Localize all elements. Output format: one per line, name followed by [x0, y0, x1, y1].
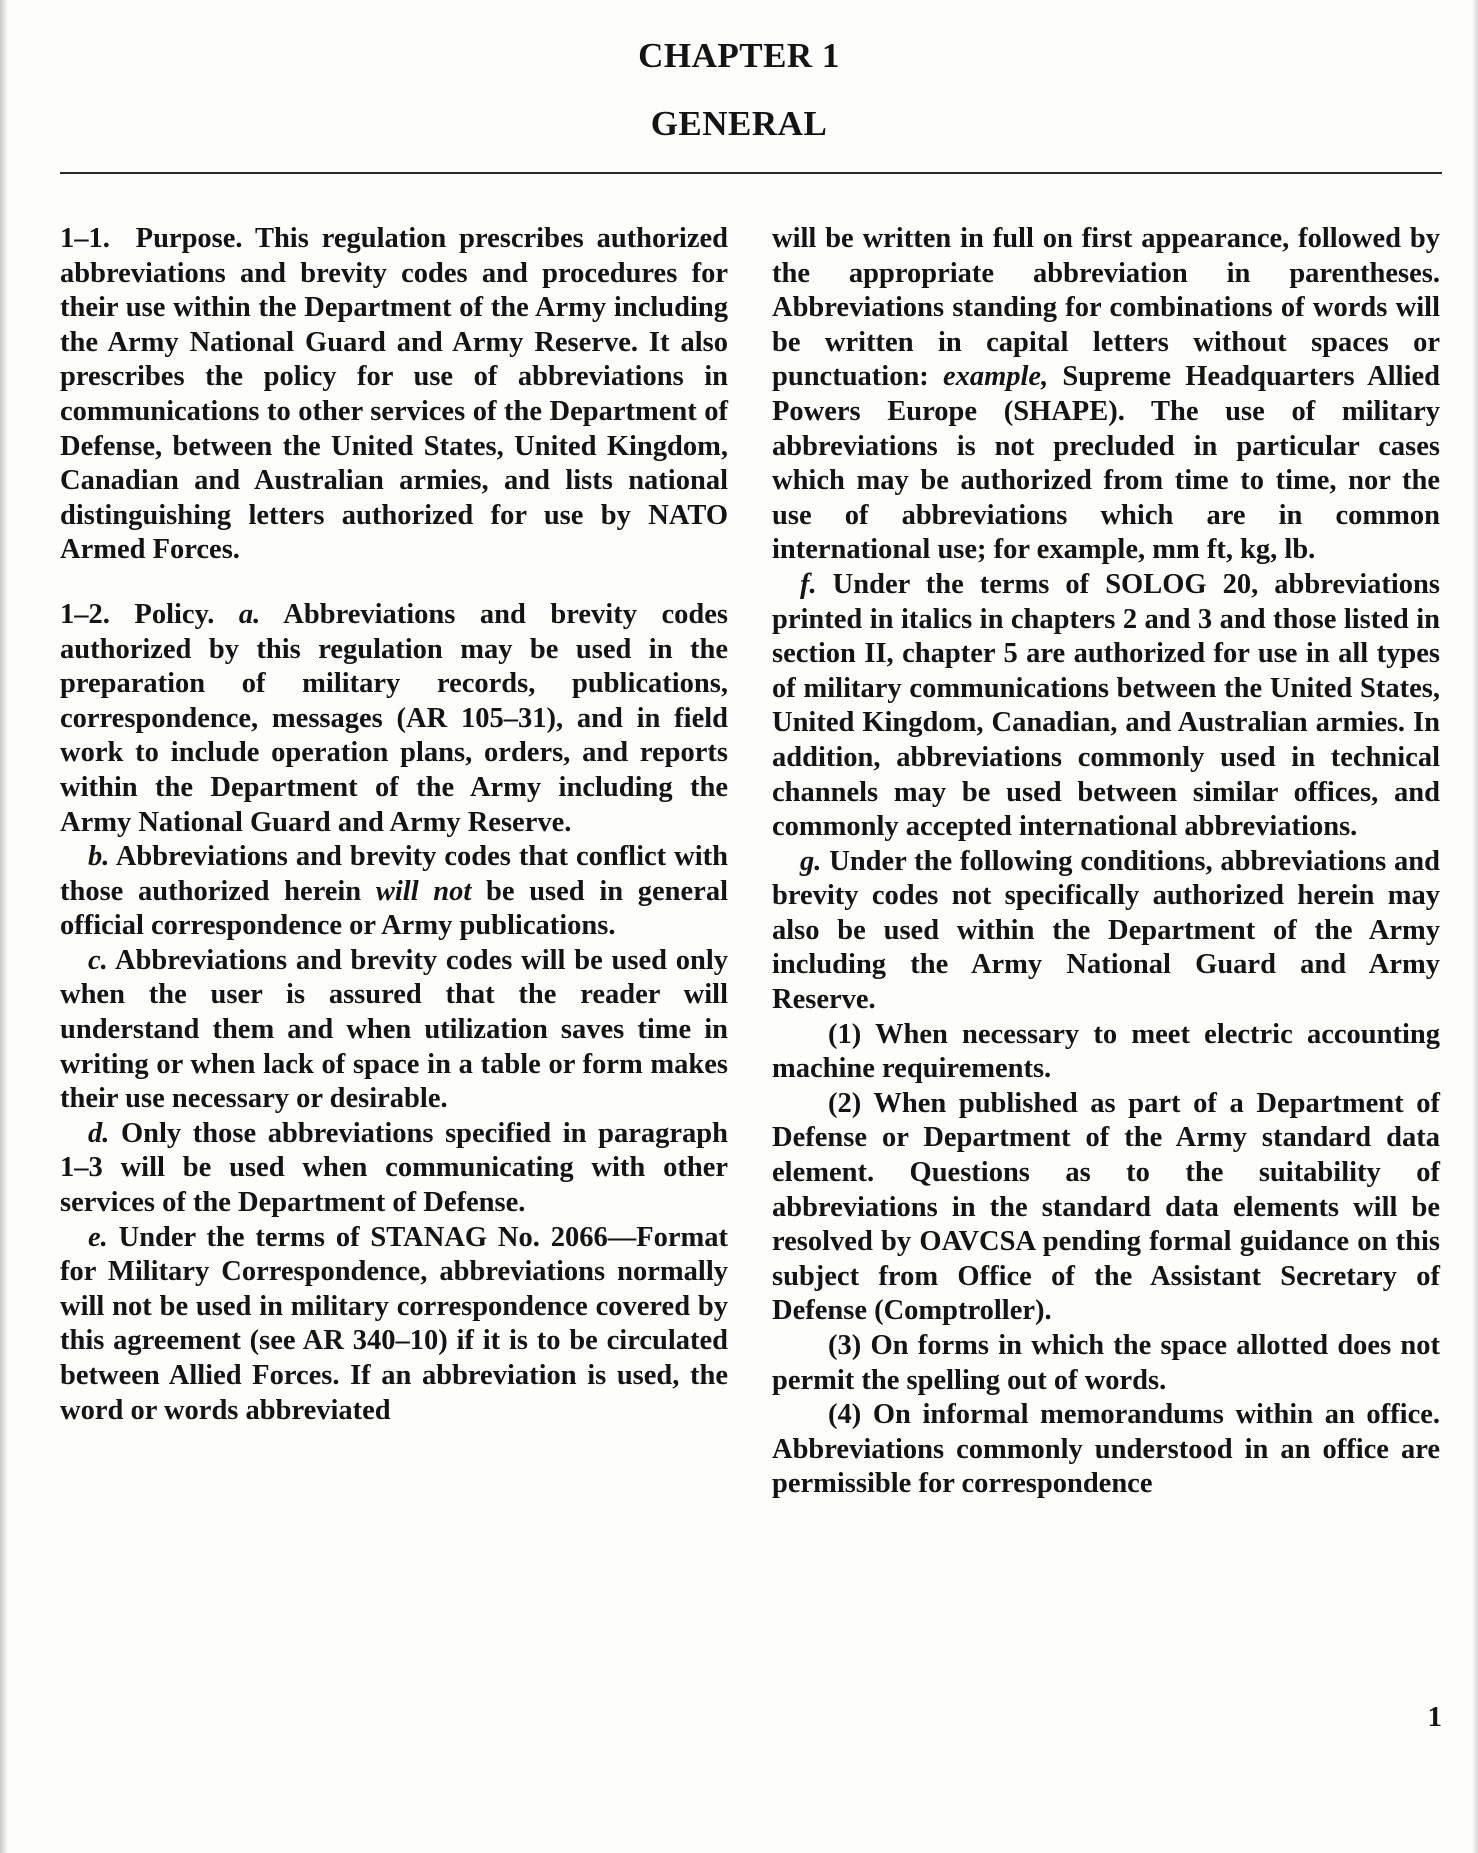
- subparagraph-b: [60, 840, 728, 944]
- list-item-text: On informal memorandums within an office. Abbreviations commonly understood in an office are permissible for correspondence: [772, 1399, 1440, 1500]
- list-item-number: (1): [828, 1018, 862, 1050]
- list-item: [772, 1087, 1440, 1329]
- list-item: [772, 1018, 1440, 1087]
- chapter-number: CHAPTER 1: [638, 36, 840, 75]
- subparagraph-letter: a.: [238, 598, 261, 630]
- subparagraph-letter: e.: [88, 1221, 108, 1253]
- subparagraph-letter: g.: [800, 845, 822, 877]
- paragraph-text: Only those abbreviations specified in paragraph 1–3 will be used when communicating with other services of the Department of Defense.: [60, 1117, 728, 1219]
- left-column: [60, 222, 728, 1428]
- list-item-text: When published as part of a Department of Defense or Department of the Army standard data element. Questions as to the suitability of abbreviations in the standard data elements will be resolved by OAVCSA pending formal guidance on this subject from Office of the Assistant Secretary of Defense (Comptroller).: [772, 1087, 1440, 1327]
- page-edge-shadow-right: [1472, 0, 1478, 1853]
- subparagraph-g: [772, 845, 1440, 1018]
- list-item-number: (2): [828, 1087, 862, 1119]
- paragraph-heading: Purpose.: [135, 223, 243, 254]
- subparagraph-letter: d.: [88, 1117, 110, 1149]
- list-item: [772, 1329, 1440, 1398]
- chapter-title: GENERAL: [650, 104, 828, 143]
- page-edge-shadow: [0, 0, 8, 1853]
- paragraph-text: will be written in full on first appearance, followed by the appropriate abbreviation in parentheses. Abbreviations standing for combinations of words will be written in capital letters without spaces or punctuation:: [772, 223, 1440, 393]
- emphasis-text: will not: [375, 875, 472, 907]
- subparagraph-c: [60, 944, 728, 1117]
- header-divider: [60, 172, 1442, 174]
- paragraph-text: Under the terms of STANAG No. 2066—Format for Military Correspondence, abbreviations normally will not be used in military correspondence covered by this agreement (see AR 340–10) if it is to be circulated between Allied Forces. If an abbreviation is used, the word or words abbreviated: [60, 1221, 728, 1426]
- right-column: [772, 222, 1440, 1502]
- paragraph-number: 1–2.: [60, 598, 110, 630]
- paragraph-number: 1–1.: [60, 223, 110, 254]
- emphasis-text: example,: [942, 361, 1049, 393]
- paragraph-text: Under the terms of SOLOG 20, abbreviations printed in italics in chapters 2 and 3 and those listed in section II, chapter 5 are authorized for use in all types of military communications between the United States, United Kingdom, Canadian, and Australian armies. In addition, abbreviations commonly used in technical channels may be used between similar offices, and commonly accepted international abbreviations.: [772, 568, 1440, 843]
- list-item-text: When necessary to meet electric accounting machine requirements.: [772, 1018, 1440, 1085]
- paragraph-text: Under the following conditions, abbreviations and brevity codes not specifically authorized herein may also be used within the Department of the Army including the Army National Guard and Army Reserve.: [772, 845, 1441, 1016]
- paragraph-text: Abbreviations and brevity codes authorized by this regulation may be used in the preparation of military records, publications, correspondence, messages (AR 105–31), and in field work to include operation plans, orders, and reports within the Department of the Army including the Army National Guard and Army Reserve.: [60, 598, 728, 838]
- paragraph-text: Supreme Headquarters Allied Powers Europe (SHAPE). The use of military abbreviations is not precluded in particular cases which may be authorized from time to time, nor the use of abbreviations which are in common international use; for example, mm ft, kg, lb.: [772, 361, 1441, 566]
- paragraph-text: Abbreviations and brevity codes that conflict with those authorized herein: [60, 841, 728, 907]
- list-item-text: On forms in which the space allotted does not permit the spelling out of words.: [772, 1330, 1441, 1396]
- list-item-number: (3): [828, 1330, 862, 1361]
- paragraph-1-1: [60, 222, 728, 568]
- list-item-number: (4): [828, 1399, 862, 1431]
- paragraph-heading: Policy.: [134, 598, 215, 630]
- page-number: 1: [1427, 1701, 1442, 1733]
- paragraph-text: be used in general official correspondence or Army publications.: [60, 875, 728, 942]
- paragraph-1-2: [60, 598, 728, 840]
- subparagraph-e-continued: [772, 222, 1440, 568]
- subparagraph-letter: b.: [88, 841, 110, 873]
- subparagraph-f: [772, 568, 1440, 845]
- subparagraph-letter: c.: [88, 944, 108, 976]
- subparagraph-letter: f.: [800, 568, 817, 600]
- chapter-header: [0, 30, 1478, 150]
- subparagraph-e: [60, 1221, 728, 1429]
- subparagraph-d: [60, 1117, 728, 1221]
- paragraph-text: Abbreviations and brevity codes will be used only when the user is assured that the reader will understand them and when utilization saves time in writing or when lack of space in a table or form makes their use necessary or desirable.: [60, 944, 728, 1115]
- list-item: [772, 1398, 1440, 1502]
- paragraph-text: This regulation prescribes authorized abbreviations and brevity codes and procedures for their use within the Department of the Army including the Army National Guard and Army Reserve. It also prescribes the policy for use of abbreviations in communications to other services of the Department of Defense, between the United States, United Kingdom, Canadian and Australian armies, and lists national distinguishing letters authorized for use by NATO Armed Forces.: [60, 223, 728, 566]
